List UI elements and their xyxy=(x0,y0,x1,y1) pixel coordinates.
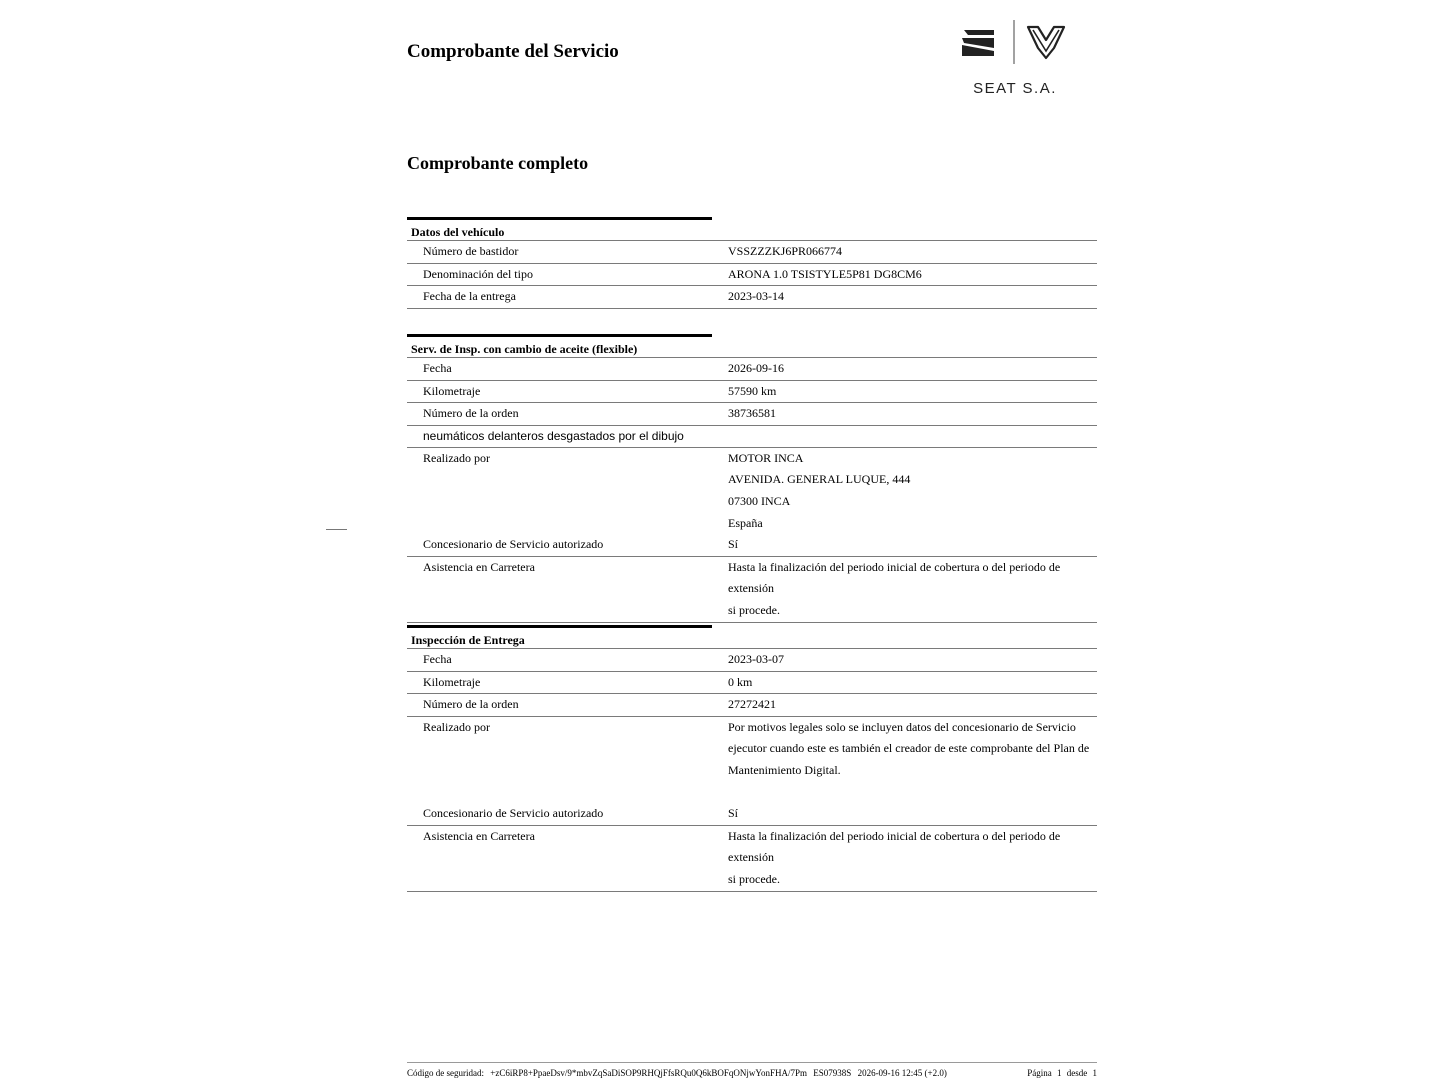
section-title: Comprobante completo xyxy=(407,153,589,173)
table-row: Número de la orden 27272421 xyxy=(407,694,1097,717)
table-row: Número de bastidor VSSZZZKJ6PR066774 xyxy=(407,241,1097,264)
delivery-section-heading: Inspección de Entrega xyxy=(407,625,712,649)
table-row: Kilometraje 57590 km xyxy=(407,381,1097,404)
brand-name: SEAT S.A. xyxy=(973,80,1057,97)
table-row: Asistencia en Carretera Hasta la finalización del periodo inicial de cobertura o del periodo de extensión si procede. xyxy=(407,557,1097,623)
table-row: Fecha 2026-09-16 xyxy=(407,358,1097,381)
table-row: Asistencia en Carretera Hasta la finalización del periodo inicial de cobertura o del periodo de extensión si procede. xyxy=(407,826,1097,892)
table-row: Concesionario de Servicio autorizado Sí xyxy=(407,803,1097,826)
table-row: Concesionario de Servicio autorizado Sí xyxy=(407,534,1097,557)
table-row: Realizado por Por motivos legales solo se incluyen datos del concesionario de Servicio ejecutor cuando este es también el creador de este comprobante del Plan de Mantenimiento Digital. xyxy=(423,719,1090,777)
table-row: Kilometraje 0 km xyxy=(407,672,1097,695)
dealer-city: 07300 INCA xyxy=(728,493,791,508)
page-footer xyxy=(407,1062,1097,1079)
table-row: Fecha 2023-03-07 xyxy=(407,649,1097,672)
table-row: Denominación del tipo ARONA 1.0 TSISTYLE5P81 DG8CM6 xyxy=(407,264,1097,287)
service-section-heading: Serv. de Insp. con cambio de aceite (flexible) xyxy=(407,334,712,358)
timestamp: 2026-09-16 12:45 (+2.0) xyxy=(857,1068,947,1078)
dealer-street: AVENIDA. GENERAL LUQUE, 444 xyxy=(728,472,911,487)
table-row: Realizado por MOTOR INCA AVENIDA. GENERAL LUQUE, 444 07300 INCA España xyxy=(407,448,1097,534)
delivery-section xyxy=(407,625,1097,892)
security-code: +zC6iRP8+PpaeDsv/9*mbvZqSaDiSOP9RHQjFfsRQu0Q6kBOFqONjwYonFHA/7Pm xyxy=(490,1068,808,1078)
table-row: Número de la orden 38736581 xyxy=(407,403,1097,426)
service-note: neumáticos delanteros desgastados por el dibujo xyxy=(407,426,1097,448)
security-code-label: Código de seguridad: xyxy=(407,1068,484,1078)
vehicle-section-heading: Datos del vehículo xyxy=(407,217,712,241)
cupra-logo-icon xyxy=(958,18,1072,74)
table-row: Fecha de la entrega 2023-03-14 xyxy=(407,286,1097,309)
document-title: Comprobante del Servicio xyxy=(407,41,619,62)
dealer-name: MOTOR INCA xyxy=(728,450,804,465)
brand-logo xyxy=(958,18,1072,100)
vehicle-section xyxy=(407,217,1097,309)
service-section xyxy=(407,334,1097,623)
page-number: Página 1 desde 1 xyxy=(1027,1068,1097,1078)
document-id: ES07938S xyxy=(813,1068,852,1078)
margin-mark xyxy=(326,529,347,530)
dealer-country: España xyxy=(728,515,763,530)
